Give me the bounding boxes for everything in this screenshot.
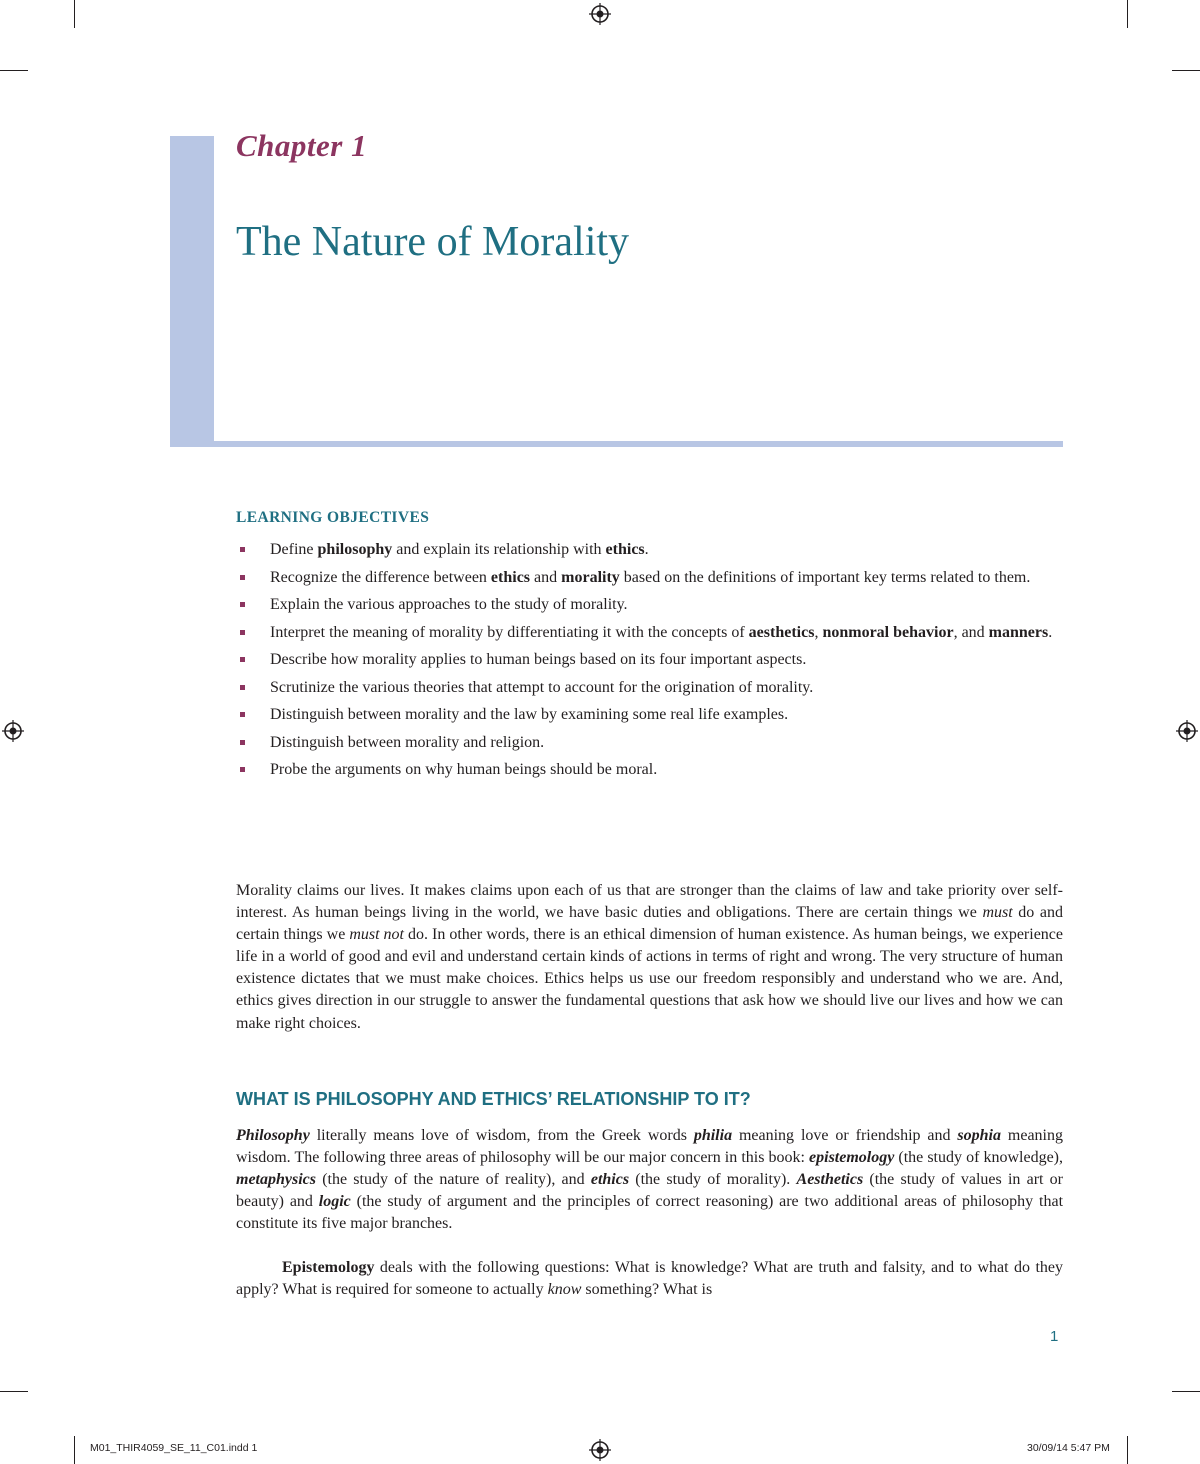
philosophy-paragraph: Philosophy literally means love of wisdom, from the Greek words philia meaning love or friendship and sophia meaning wisdom. The following three areas of philosophy will be our major concern in this book: epistemology (the study of knowledge), metaphysics (the study of the nature of reality), and ethics (the study of morality). Aesthetics (the study of values in art or beauty) and logic (the study of argument and the principles of correct reasoning) are two additional areas of philosophy that constitute its five major branches.	[236, 1127, 1064, 1233]
slug-date: 30/09/14 5:47 PM	[1027, 1442, 1110, 1454]
objective-item: Interpret the meaning of morality by differentiating it with the concepts of aesthetics, nonmoral behavior, and manners.	[236, 621, 1066, 644]
objective-item: Scrutinize the various theories that attempt to account for the origination of morality.	[236, 676, 1066, 699]
objective-item: Define philosophy and explain its relationship with ethics.	[236, 538, 1066, 561]
chapter-label: Chapter 1	[236, 128, 368, 163]
learning-objectives-heading: LEARNING OBJECTIVES	[236, 509, 430, 526]
objective-item: Recognize the difference between ethics and morality based on the definitions of important key terms related to them.	[236, 566, 1066, 589]
objective-item: Explain the various approaches to the study of morality.	[236, 593, 1066, 616]
chapter-divider-bar	[170, 441, 1063, 447]
objective-item: Describe how morality applies to human beings based on its four important aspects.	[236, 648, 1066, 671]
crop-mark	[1127, 1436, 1128, 1464]
bullet-icon	[240, 712, 245, 717]
crop-mark	[74, 0, 75, 28]
objective-item: Probe the arguments on why human beings should be moral.	[236, 758, 1066, 781]
crop-mark	[74, 1436, 75, 1464]
chapter-accent-bar	[170, 136, 214, 446]
epistemology-paragraph: Epistemology deals with the following questions: What is knowledge? What are truth and falsity, and to what do they apply? What is required for someone to actually know something? What is	[236, 1259, 1063, 1299]
crop-mark	[0, 1391, 28, 1392]
chapter-title: The Nature of Morality	[236, 219, 630, 265]
bullet-icon	[240, 602, 245, 607]
slug-filename: M01_THIR4059_SE_11_C01.indd 1	[90, 1442, 258, 1454]
crop-mark	[1172, 70, 1200, 71]
registration-mark-icon	[1176, 720, 1198, 742]
crop-mark	[0, 70, 28, 71]
crop-mark	[1127, 0, 1128, 28]
bullet-icon	[240, 740, 245, 745]
bullet-icon	[240, 575, 245, 580]
bullet-icon	[240, 657, 245, 662]
crop-mark	[1172, 1391, 1200, 1392]
intro-paragraph: Morality claims our lives. It makes claims upon each of us that are stronger than the claims of law and take priority over self-interest. As human beings living in the world, we have basic duties and obligations. There are certain things we must do and certain things we must not do. In other words, there is an ethical dimension of human existence. As human beings, we experience life in a world of good and evil and understand certain kinds of actions in terms of right and wrong. The very structure of human existence dictates that we must make choices. Ethics helps us use our freedom responsibly and understand who we are. And, ethics gives direction in our struggle to answer the fundamental questions that ask how we should live our lives and how we can make right choices.	[236, 882, 1064, 1032]
section-heading: WHAT IS PHILOSOPHY AND ETHICS’ RELATIONSHIP TO IT?	[236, 1089, 751, 1109]
bullet-icon	[240, 547, 245, 552]
bullet-icon	[240, 630, 245, 635]
registration-mark-icon	[2, 720, 24, 742]
objective-item: Distinguish between morality and the law by examining some real life examples.	[236, 703, 1066, 726]
registration-mark-icon	[589, 1439, 611, 1461]
bullet-icon	[240, 685, 245, 690]
registration-mark-icon	[589, 3, 611, 25]
bullet-icon	[240, 767, 245, 772]
objective-item: Distinguish between morality and religion.	[236, 731, 1066, 754]
learning-objectives-list	[236, 538, 1066, 786]
page-number: 1	[1050, 1328, 1059, 1345]
